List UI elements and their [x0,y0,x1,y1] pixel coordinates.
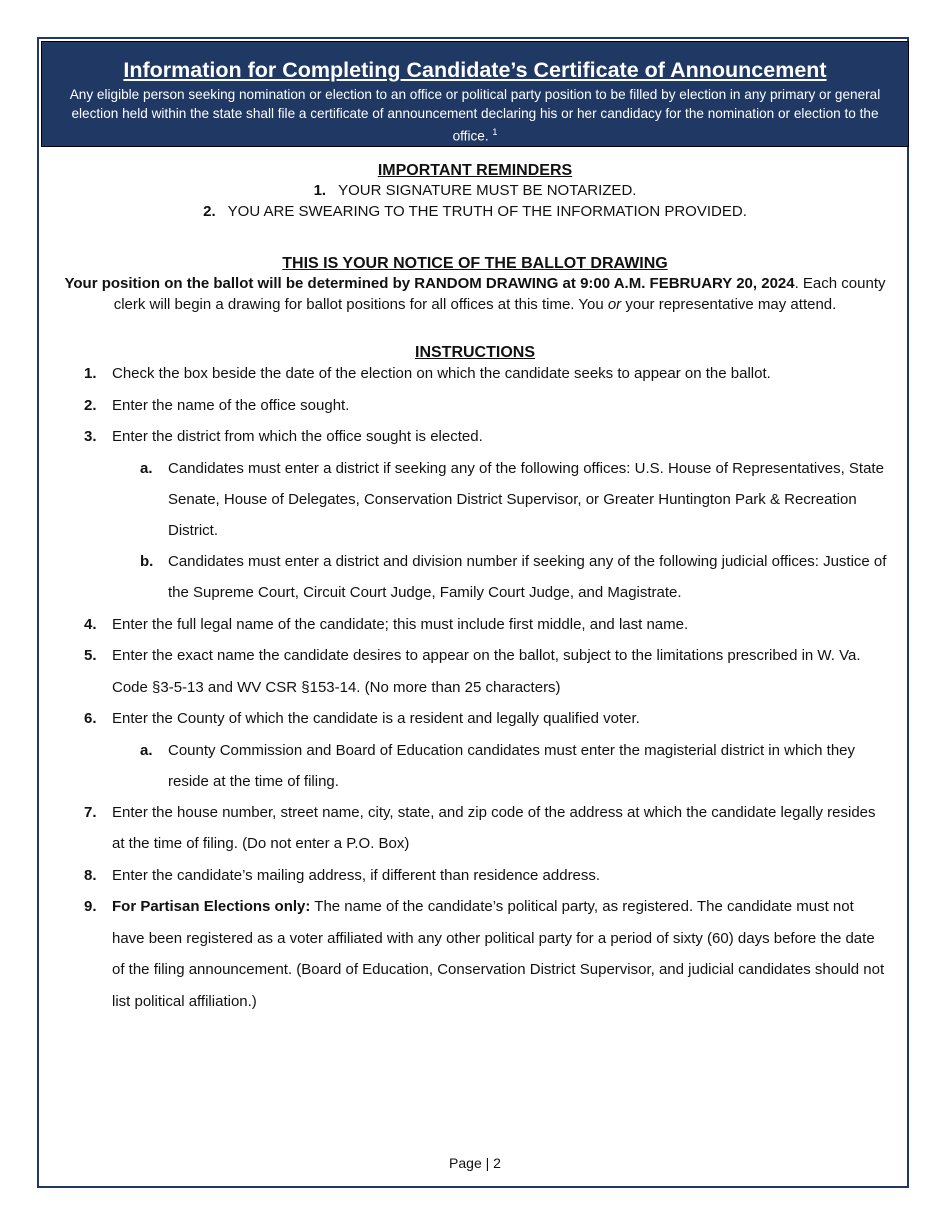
instruction-text: The name of the candidate’s political party, as registered. The candidate must not have been registered as a voter affiliated with any other political party for a period of sixty (60) days before the date of the filing announcement. (Board of Education, Conservation District Supervisor, and judicial candidates should not list political affiliation.) [112,898,885,1010]
instruction-text: Enter the full legal name of the candidate; this must include first middle, and last name. [112,615,689,633]
sub-instruction-text: Candidates must enter a district and division number if seeking any of the following judicial offices: Justice of the Supreme Court, Circuit Court Judge, Family Court Judge, and Magistrate. [168,553,887,602]
ballot-title: THIS IS YOUR NOTICE OF THE BALLOT DRAWING [282,255,668,272]
sub-instruction-text: County Commission and Board of Education candidates must enter the magisterial district in which they reside at the time of filing. [168,741,856,790]
instruction-number: 2. [84,396,97,414]
instruction-number: 4. [84,615,97,633]
sub-instruction-item [112,453,890,547]
reminder-text: YOUR SIGNATURE MUST BE NOTARIZED. [338,182,637,199]
instructions-list [60,358,890,1017]
instruction-number: 3. [84,428,97,445]
instruction-text: Enter the exact name the candidate desires to appear on the ballot, subject to the limitations prescribed in W. Va. Code §3-5-13 and WV CSR §153-14. (No more than 25 characters) [112,647,861,696]
reminder-number: 2. [203,203,216,220]
sub-instruction-item [112,546,890,608]
instruction-text: Check the box beside the date of the election on which the candidate seeks to appear on the ballot. [112,365,771,382]
instruction-bold-lead: For Partisan Elections only: [112,898,311,916]
ballot-text: your representative may attend. [621,296,837,313]
header-banner [41,41,909,147]
reminder-item [60,180,890,201]
ballot-drawing-section [60,255,890,315]
instruction-item [60,390,890,422]
sub-instruction-letter: a. [140,459,153,477]
reminder-item [60,201,890,222]
ballot-italic: or [607,296,622,313]
instruction-item [60,891,890,1017]
instruction-text: Enter the candidate’s mailing address, if different than residence address. [112,866,601,884]
page-number: Page | 2 [449,1155,501,1171]
ballot-text: . Each county clerk will begin a drawing for ballot positions for all offices at this time. You [113,275,886,313]
sub-instruction-letter: a. [140,741,153,759]
instruction-item [60,797,890,860]
sub-instruction-item [112,735,890,797]
reminders-section [60,162,890,222]
instruction-number: 7. [84,803,97,821]
ballot-bold-text: Your position on the ballot will be determined by RANDOM DRAWING at 9:00 A.M. FEBRUARY 20, 2024 [64,275,795,292]
ballot-notice [60,273,890,315]
footnote-ref: 1 [492,127,498,137]
instruction-item [60,358,890,390]
reminder-number: 1. [313,182,327,199]
intro-paragraph [64,85,886,146]
instruction-number: 6. [84,710,97,728]
sub-instruction-letter: b. [140,553,154,571]
instruction-text: Enter the name of the office sought. [112,396,350,414]
main-content [60,160,890,1017]
page-title: Information for Completing Candidate’s Certificate of Announcement [123,58,827,82]
instruction-text: Enter the house number, street name, city, state, and zip code of the address at which the candidate legally resides at the time of filing. (Do not enter a P.O. Box) [112,803,876,853]
page-footer [0,1155,950,1171]
intro-text: Any eligible person seeking nomination or election to an office or political party position to be filled by election in any primary or general election held within the state shall file a certificate of announcement declaring his or her candidacy for the nomination or election to the office. [69,87,881,144]
instruction-number: 9. [84,898,97,916]
reminder-text: YOU ARE SWEARING TO THE TRUTH OF THE INFORMATION PROVIDED. [227,203,747,220]
instruction-item [60,640,890,703]
instruction-number: 8. [84,866,97,884]
sub-instruction-text: Candidates must enter a district if seeking any of the following offices: U.S. House of Representatives, State Senate, House of Delegates, Conservation District Supervisor, or Greater Huntington Park & Recreation District. [168,459,884,539]
instructions-title: INSTRUCTIONS [415,344,535,361]
instruction-item [60,421,890,609]
instruction-text: Enter the County of which the candidate is a resident and legally qualified voter. [112,710,640,728]
instruction-item [60,609,890,641]
instructions-section [60,344,890,1017]
instruction-text: Enter the district from which the office sought is elected. [112,428,483,445]
sub-instruction-list [112,735,890,797]
instruction-number: 1. [84,365,97,382]
sub-instruction-list [112,453,890,609]
reminders-list [60,180,890,222]
instruction-item [60,703,890,797]
instruction-item [60,860,890,892]
instruction-number: 5. [84,647,97,665]
reminders-title: IMPORTANT REMINDERS [377,162,573,179]
